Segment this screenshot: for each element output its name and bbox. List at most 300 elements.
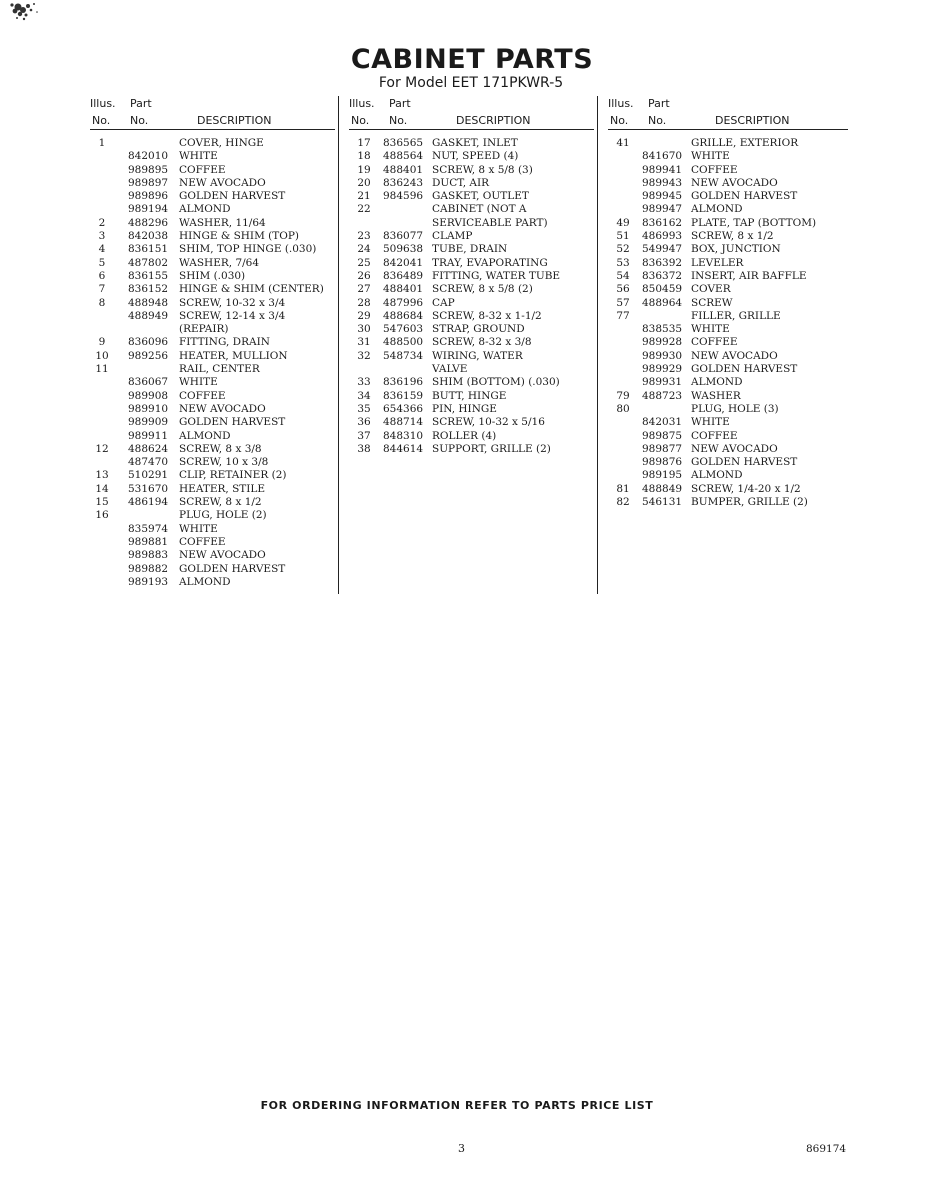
part-description: FITTING, WATER TUBE: [432, 269, 561, 282]
part-description: ALMOND: [179, 575, 231, 588]
parts-row: [90, 443, 335, 456]
parts-row: [90, 576, 335, 589]
part-description: PLATE, TAP (BOTTOM): [691, 216, 817, 229]
parts-row: [90, 523, 335, 536]
part-number: 546131: [642, 496, 683, 509]
part-number: 989896: [128, 190, 169, 203]
parts-row: [90, 363, 335, 376]
illus-number: 16: [95, 509, 109, 522]
illus-number: 23: [357, 230, 371, 243]
illus-number: 7: [98, 283, 106, 296]
part-description: NEW AVOCADO: [179, 549, 266, 562]
part-number: 989895: [128, 163, 169, 176]
parts-row: [349, 230, 594, 243]
part-number: 844614: [383, 442, 424, 455]
part-number: 989945: [642, 190, 683, 203]
illus-no-header: No.: [351, 114, 370, 127]
parts-row: [90, 509, 335, 522]
illus-number: 24: [357, 243, 371, 256]
parts-row: [349, 350, 594, 363]
part-number: 549947: [642, 243, 683, 256]
part-number: 487470: [128, 456, 169, 469]
part-number: 989947: [642, 203, 683, 216]
part-description: SHIM, TOP HINGE (.030): [179, 243, 317, 256]
parts-row: [349, 164, 594, 177]
parts-row: [608, 456, 848, 469]
part-number: 487996: [383, 296, 424, 309]
parts-row: [608, 137, 848, 150]
illus-number: 38: [357, 442, 371, 455]
illus-number: 36: [357, 416, 371, 429]
part-description: SUPPORT, GRILLE (2): [432, 442, 551, 455]
parts-row: [349, 217, 594, 230]
page-number: 3: [458, 1142, 465, 1155]
illus-number: 17: [357, 137, 371, 149]
illus-number: 3: [98, 230, 106, 243]
part-description: WHITE: [179, 522, 218, 535]
part-number: 488500: [383, 336, 424, 349]
parts-row: [608, 177, 848, 190]
part-number: 548734: [383, 349, 424, 362]
parts-row: [90, 549, 335, 562]
page-title: CABINET PARTS: [350, 44, 594, 75]
parts-row: [90, 203, 335, 216]
parts-row: [608, 164, 848, 177]
parts-row: [608, 217, 848, 230]
part-number: 488949: [128, 309, 169, 322]
part-description: NUT, SPEED (4): [432, 150, 519, 163]
parts-row: [90, 390, 335, 403]
part-description: CLIP, RETAINER (2): [179, 469, 287, 482]
part-description: NEW AVOCADO: [691, 349, 778, 362]
parts-row: [349, 257, 594, 270]
part-number: 989930: [642, 349, 683, 362]
description-header: DESCRIPTION: [456, 114, 531, 127]
parts-row: [90, 270, 335, 283]
parts-rows: [349, 131, 594, 456]
part-description: COFFEE: [179, 535, 226, 548]
illus-number: 22: [357, 203, 371, 216]
illus-header: Illus.: [349, 97, 375, 110]
part-description: FILLER, GRILLE: [691, 309, 781, 322]
part-description: PLUG, HOLE (3): [691, 402, 779, 415]
illus-number: 35: [357, 402, 371, 415]
illus-number: 28: [357, 296, 371, 309]
column-divider: [338, 96, 339, 594]
illus-number: 54: [616, 269, 630, 282]
part-description: (REPAIR): [179, 323, 229, 336]
part-number: 488948: [128, 296, 169, 309]
parts-row: [349, 297, 594, 310]
parts-row: [90, 150, 335, 163]
part-description: COFFEE: [179, 163, 226, 176]
parts-row: [608, 350, 848, 363]
part-description: CAP: [432, 296, 455, 309]
illus-number: 13: [95, 469, 109, 482]
parts-row: [90, 336, 335, 349]
part-header: Part: [130, 97, 152, 110]
part-number: 836565: [383, 137, 424, 149]
parts-row: [90, 430, 335, 443]
part-number: 989911: [128, 429, 169, 442]
part-description: GASKET, INLET: [432, 137, 518, 149]
part-number: 509638: [383, 243, 424, 256]
parts-row: [90, 469, 335, 482]
parts-row: [608, 243, 848, 256]
illus-number: 79: [616, 389, 630, 402]
part-description: SCREW, 8-32 x 1-1/2: [432, 309, 542, 322]
illus-number: 4: [98, 243, 106, 256]
part-description: SCREW, 12-14 x 3/4: [179, 309, 286, 322]
part-number: 836096: [128, 336, 169, 349]
parts-row: [608, 363, 848, 376]
parts-row: [608, 496, 848, 509]
illus-header: Illus.: [90, 97, 116, 110]
part-description: SERVICEABLE PART): [432, 216, 548, 229]
part-number: 488964: [642, 296, 683, 309]
parts-row: [608, 323, 848, 336]
part-description: FITTING, DRAIN: [179, 336, 270, 349]
column-header: [349, 95, 594, 131]
parts-row: [608, 150, 848, 163]
part-number: 547603: [383, 323, 424, 336]
part-description: PIN, HINGE: [432, 402, 497, 415]
part-description: SCREW, 10-32 x 5/16: [432, 416, 545, 429]
part-number: 836162: [642, 216, 683, 229]
parts-row: [608, 230, 848, 243]
part-number: 989931: [642, 376, 683, 389]
part-number: 989876: [642, 456, 683, 469]
part-number: 531670: [128, 482, 169, 495]
part-number: 486194: [128, 496, 169, 509]
parts-row: [90, 456, 335, 469]
parts-row: [608, 483, 848, 496]
illus-number: 15: [95, 496, 109, 509]
part-description: DUCT, AIR: [432, 176, 490, 189]
part-description: ALMOND: [691, 469, 743, 482]
part-number: 989195: [642, 469, 683, 482]
parts-row: [90, 177, 335, 190]
part-description: GOLDEN HARVEST: [179, 562, 286, 575]
part-number: 984596: [383, 190, 424, 203]
header-rule: [90, 129, 335, 130]
part-header: Part: [648, 97, 670, 110]
illus-number: 5: [98, 256, 106, 269]
parts-row: [608, 403, 848, 416]
parts-row: [349, 270, 594, 283]
part-number: 836067: [128, 376, 169, 389]
parts-row: [90, 243, 335, 256]
part-number: 842031: [642, 416, 683, 429]
part-description: GASKET, OUTLET: [432, 190, 529, 203]
illus-number: 81: [616, 482, 630, 495]
part-description: SCREW, 1/4-20 x 1/2: [691, 482, 801, 495]
part-description: SHIM (.030): [179, 269, 246, 282]
part-description: WASHER: [691, 389, 741, 402]
part-number: 836159: [383, 389, 424, 402]
part-description: RAIL, CENTER: [179, 363, 260, 376]
part-number: 989256: [128, 349, 169, 362]
scan-speck-mark: [6, 0, 64, 34]
illus-number: 56: [616, 283, 630, 296]
part-description: SCREW, 10 x 3/8: [179, 456, 269, 469]
illus-number: 21: [357, 190, 371, 203]
part-description: PLUG, HOLE (2): [179, 509, 267, 522]
illus-number: 1: [98, 137, 106, 149]
part-description: VALVE: [432, 363, 468, 376]
part-description: BOX, JUNCTION: [691, 243, 781, 256]
part-number: 488564: [383, 150, 424, 163]
parts-row: [349, 416, 594, 429]
part-number: 842010: [128, 150, 169, 163]
part-number: 488714: [383, 416, 424, 429]
parts-row: [349, 310, 594, 323]
illus-number: 51: [616, 230, 630, 243]
part-number: 838535: [642, 323, 683, 336]
part-description: BUMPER, GRILLE (2): [691, 496, 808, 509]
part-number: 850459: [642, 283, 683, 296]
parts-row: [349, 137, 594, 150]
part-number: 989881: [128, 535, 169, 548]
part-description: SCREW: [691, 296, 733, 309]
parts-row: [349, 190, 594, 203]
parts-row: [608, 283, 848, 296]
parts-row: [90, 536, 335, 549]
part-number: 842041: [383, 256, 424, 269]
illus-number: 77: [616, 309, 630, 322]
parts-row: [90, 137, 335, 150]
part-description: WHITE: [179, 376, 218, 389]
part-description: COFFEE: [691, 429, 738, 442]
header-rule: [608, 129, 848, 130]
parts-row: [90, 563, 335, 576]
part-description: GOLDEN HARVEST: [179, 190, 286, 203]
column-header: [90, 95, 335, 131]
part-number: 836077: [383, 230, 424, 243]
part-description: SCREW, 8 x 1/2: [179, 496, 262, 509]
illus-number: 2: [98, 216, 106, 229]
part-number: 842038: [128, 230, 169, 243]
illus-number: 41: [616, 137, 630, 149]
illus-number: 32: [357, 349, 371, 362]
parts-row: [608, 416, 848, 429]
part-description: HEATER, STILE: [179, 482, 266, 495]
part-description: WHITE: [179, 150, 218, 163]
part-description: GRILLE, EXTERIOR: [691, 137, 799, 149]
parts-column-2: [349, 95, 594, 456]
part-number: 848310: [383, 429, 424, 442]
parts-row: [90, 283, 335, 296]
part-description: CABINET (NOT A: [432, 203, 527, 216]
parts-column-1: [90, 95, 335, 589]
parts-row: [608, 190, 848, 203]
illus-number: 80: [616, 402, 630, 415]
part-number: 487802: [128, 256, 169, 269]
parts-row: [90, 164, 335, 177]
part-description: SCREW, 8 x 5/8 (3): [432, 163, 533, 176]
model-subtitle: For Model EET 171PKWR-5: [378, 75, 564, 91]
part-number: 989882: [128, 562, 169, 575]
illus-number: 29: [357, 309, 371, 322]
illus-number: 6: [98, 269, 106, 282]
part-description: WHITE: [691, 416, 730, 429]
part-number: 989193: [128, 575, 169, 588]
parts-row: [608, 270, 848, 283]
illus-number: 30: [357, 323, 371, 336]
part-description: ALMOND: [179, 203, 231, 216]
illus-number: 25: [357, 256, 371, 269]
part-description: GOLDEN HARVEST: [691, 456, 798, 469]
parts-rows: [608, 131, 848, 509]
parts-row: [90, 310, 335, 323]
parts-row: [349, 443, 594, 456]
part-number: 989875: [642, 429, 683, 442]
part-number: 989943: [642, 176, 683, 189]
part-number: 836392: [642, 256, 683, 269]
parts-row: [90, 190, 335, 203]
parts-row: [608, 310, 848, 323]
parts-row: [349, 430, 594, 443]
part-number: 488684: [383, 309, 424, 322]
part-description: ALMOND: [691, 203, 743, 216]
parts-row: [90, 217, 335, 230]
part-description: COVER: [691, 283, 731, 296]
description-header: DESCRIPTION: [715, 114, 790, 127]
parts-row: [349, 323, 594, 336]
parts-row: [608, 469, 848, 482]
part-header: Part: [389, 97, 411, 110]
ordering-note: FOR ORDERING INFORMATION REFER TO PARTS PRICE LIST: [260, 1099, 654, 1112]
part-description: NEW AVOCADO: [691, 442, 778, 455]
part-description: LEVELER: [691, 256, 744, 269]
illus-number: 33: [357, 376, 371, 389]
illus-number: 10: [95, 349, 109, 362]
parts-row: [90, 403, 335, 416]
part-description: HINGE & SHIM (CENTER): [179, 283, 324, 296]
parts-row: [90, 483, 335, 496]
parts-row: [349, 403, 594, 416]
parts-row: [90, 323, 335, 336]
parts-row: [608, 390, 848, 403]
parts-row: [608, 443, 848, 456]
part-number: 835974: [128, 522, 169, 535]
part-number: 989941: [642, 163, 683, 176]
illus-number: 14: [95, 482, 109, 495]
parts-row: [349, 390, 594, 403]
illus-number: 9: [98, 336, 106, 349]
parts-row: [349, 283, 594, 296]
part-description: BUTT, HINGE: [432, 389, 507, 402]
parts-row: [349, 336, 594, 349]
part-description: NEW AVOCADO: [179, 176, 266, 189]
part-description: SCREW, 8 x 1/2: [691, 230, 774, 243]
part-description: ALMOND: [691, 376, 743, 389]
illus-number: 49: [616, 216, 630, 229]
part-description: GOLDEN HARVEST: [691, 363, 798, 376]
parts-row: [608, 376, 848, 389]
illus-number: 8: [98, 296, 106, 309]
part-number: 989877: [642, 442, 683, 455]
part-description: WASHER, 11/64: [179, 216, 266, 229]
part-description: WIRING, WATER: [432, 349, 523, 362]
part-description: COVER, HINGE: [179, 137, 264, 149]
part-description: COFFEE: [691, 163, 738, 176]
part-description: SCREW, 10-32 x 3/4: [179, 296, 286, 309]
part-no-header: No.: [648, 114, 667, 127]
parts-row: [608, 336, 848, 349]
column-header: [608, 95, 848, 131]
part-number: 841670: [642, 150, 683, 163]
parts-rows: [90, 131, 335, 589]
part-number: 836152: [128, 283, 169, 296]
parts-row: [608, 297, 848, 310]
part-description: NEW AVOCADO: [179, 402, 266, 415]
description-header: DESCRIPTION: [197, 114, 272, 127]
parts-row: [90, 416, 335, 429]
header-rule: [349, 129, 594, 130]
illus-no-header: No.: [92, 114, 111, 127]
illus-number: 34: [357, 389, 371, 402]
part-description: INSERT, AIR BAFFLE: [691, 269, 807, 282]
illus-number: 27: [357, 283, 371, 296]
part-description: STRAP, GROUND: [432, 323, 525, 336]
parts-row: [349, 243, 594, 256]
illus-number: 37: [357, 429, 371, 442]
illus-number: 20: [357, 176, 371, 189]
illus-number: 12: [95, 442, 109, 455]
part-number: 654366: [383, 402, 424, 415]
illus-number: 57: [616, 296, 630, 309]
part-number: 488849: [642, 482, 683, 495]
parts-row: [349, 363, 594, 376]
part-number: 836151: [128, 243, 169, 256]
illus-number: 31: [357, 336, 371, 349]
part-description: NEW AVOCADO: [691, 176, 778, 189]
part-description: SCREW, 8 x 5/8 (2): [432, 283, 533, 296]
part-number: 836243: [383, 176, 424, 189]
part-number: 510291: [128, 469, 169, 482]
part-description: ALMOND: [179, 429, 231, 442]
part-description: TUBE, DRAIN: [432, 243, 508, 256]
part-description: SCREW, 8-32 x 3/8: [432, 336, 532, 349]
part-number: 488401: [383, 163, 424, 176]
illus-number: 52: [616, 243, 630, 256]
part-number: 488296: [128, 216, 169, 229]
column-divider: [597, 96, 598, 594]
part-number: 488401: [383, 283, 424, 296]
illus-number: 18: [357, 150, 371, 163]
part-number: 989928: [642, 336, 683, 349]
part-description: COFFEE: [179, 389, 226, 402]
illus-number: 19: [357, 163, 371, 176]
part-description: COFFEE: [691, 336, 738, 349]
parts-row: [90, 376, 335, 389]
parts-row: [90, 297, 335, 310]
part-number: 488723: [642, 389, 683, 402]
parts-row: [90, 350, 335, 363]
part-description: HINGE & SHIM (TOP): [179, 230, 300, 243]
part-number: 488624: [128, 442, 169, 455]
part-number: 486993: [642, 230, 683, 243]
parts-column-3: [608, 95, 848, 509]
part-description: TRAY, EVAPORATING: [432, 256, 548, 269]
parts-row: [608, 257, 848, 270]
part-description: ROLLER (4): [432, 429, 497, 442]
illus-number: 82: [616, 496, 630, 509]
parts-row: [608, 203, 848, 216]
part-description: SHIM (BOTTOM) (.030): [432, 376, 560, 389]
part-number: 836372: [642, 269, 683, 282]
